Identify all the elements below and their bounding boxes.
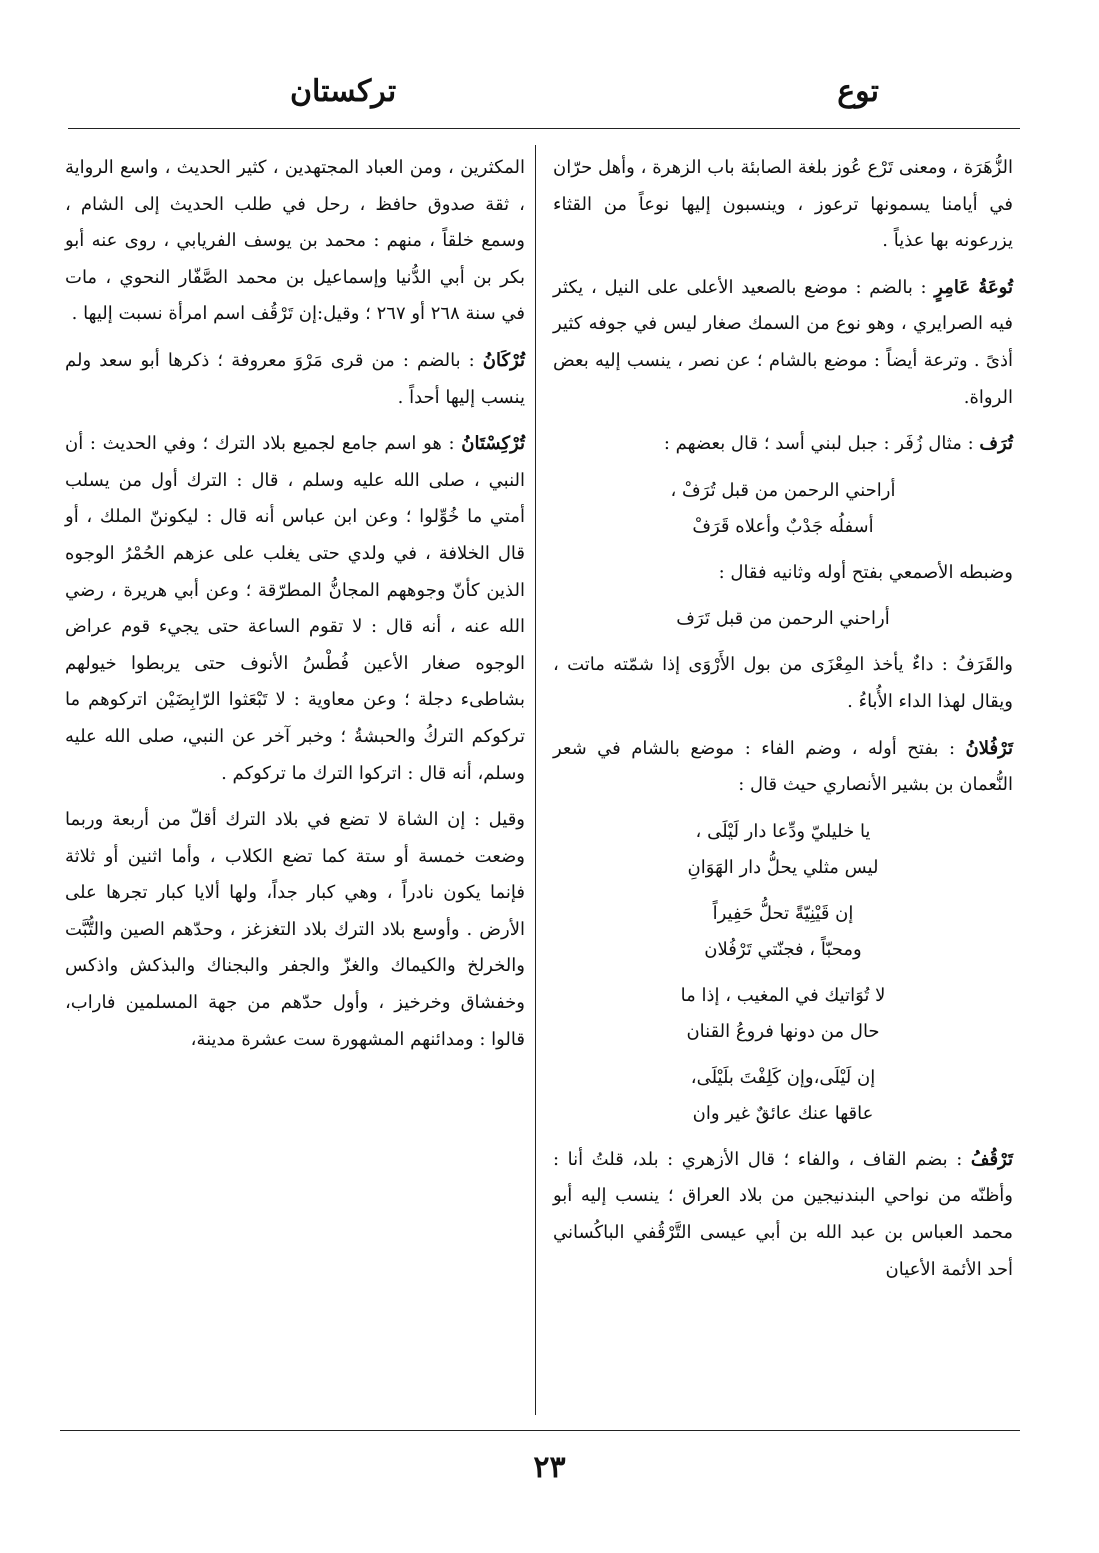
- entry-text: : مثال زُفَر : جبل لبني أسد ؛ قال بعضهم :: [663, 433, 980, 455]
- verse-line: يا خليليّ ودِّعا دار لَيْلَى ،: [695, 820, 871, 842]
- left-column: [65, 150, 525, 1068]
- entry-text: : بالضم : من قرى مَرْوَ معروفة ؛ ذكرها أبو سعد ولم ينسب إليها أحداً .: [65, 349, 525, 408]
- verse-line: عاقها عنك عائقٌ غير وان: [692, 1102, 874, 1124]
- page-number: ٢٣: [533, 1450, 566, 1485]
- entry-text: : هو اسم جامع لجميع بلاد الترك ؛ وفي الحديث : أن النبي ، صلى الله عليه وسلم ، قال : الترك أول من يسلب أمتي ما خُوِّلوا ؛ وعن ابن عباس أنه قال : ليكوننّ الملك ، أو قال الخلافة ، في ولدي حتى يغلب على عزهم الحُمْرُ الوجوه الذين كأنّ وجوههم المجانُّ المطرّقة ؛ وعن أبي هريرة ، رضي الله عنه ، أنه قال : لا تقوم الساعة حتى يجيء قوم عراض الوجوه صغار الأعين فُطْسُ الأنوف حتى يربطوا خيولهم بشاطىء دجلة ؛ وعن معاوية : لا تَبْعَثوا الرّابِضَيْن اتركوهم ما تركوكم التركُ والحبشةُ ؛ وخبر آخر عن النبي، صلى الله عليه وسلم، أنه قال : اتركوا الترك ما تركوكم .: [65, 433, 525, 784]
- verse-line: لا تُوَاتيك في المغيب ، إذا ما: [680, 984, 886, 1006]
- entry-text: : بفتح أوله ، وضم الفاء : موضع بالشام في شعر النُّعمان بن بشير الأنصاري حيث قال :: [553, 737, 1013, 796]
- dictionary-entry: [553, 731, 1013, 804]
- dictionary-entry: [65, 343, 525, 416]
- verse-block: [553, 601, 1013, 637]
- entry-text: المكثرين ، ومن العباد المجتهدين ، كثير الحديث ، واسع الرواية ، ثقة صدوق حافظ ، رحل في طلب الحديث إلى الشام ، وسمع خلقاً ، منهم : محمد بن يوسف الفريابي ، روى عنه أبو بكر بن أبي الدُّنيا وإسماعيل بن محمد الصَّفّار النحوي ، مات في سنة ٢٦٨ أو ٢٦٧ ؛ وقيل:إن تَرْقُف اسم امرأة نسبت إليها .: [65, 157, 525, 325]
- entry-text: : بضم القاف ، والفاء ؛ قال الأزهري : بلد، قلتُ أنا : وأظنّه من نواحي البندنيجين من بلاد العراق ؛ ينسب إليه أبو محمد العباس بن عبد الله بن أبي عيسى التَّرْقُفي الباكُساني أحد الأئمة الأعيان: [553, 1148, 1013, 1280]
- entry-headword: تُرْكَانُ: [482, 349, 525, 371]
- verse-line: ومحبّاً ، فجنّتي تَرْفُلان: [704, 938, 862, 960]
- verse-line: أراحني الرحمن من قبل تَرَف: [676, 608, 890, 630]
- entry-text: والقَرَفُ : داءٌ يأخذ المِعْزَى من بول الأَرْوَى إذا شمّته ماتت ، ويقال لهذا الداء الأُباءُ .: [553, 654, 1013, 712]
- verse-line: ليس مثلي يحلُّ دار الهَوَانِ: [687, 856, 879, 878]
- entry-text: وقيل : إن الشاة لا تضع في بلاد الترك أقلّ من أربعة وربما وضعت خمسة أو ستة كما تضع الكلاب ، وأما اثنين أو ثلاثة فإنما يكون نادراً ، وهي كبار جداً، ولها ألايا كبار تجرها على الأرض . وأوسع بلاد الترك بلاد التغزغز ، وحدّهم الصين والتُّبَّت والخرلخ والكيماك والغزّ والجفر والبجناك والبذكش واذكس وخفشاق وخرخيز ، وأول حدّهم من جهة المسلمين فاراب، قالوا : ومدائنهم المشهورة ست عشرة مدينة،: [65, 809, 525, 1050]
- entry-headword: تُرَف: [979, 433, 1013, 455]
- dictionary-entry: [553, 426, 1013, 463]
- running-header-right: توع: [837, 74, 879, 109]
- running-header-left: تركستان: [290, 74, 397, 109]
- footer-rule: [60, 1430, 1020, 1431]
- verse-block: [553, 978, 1013, 1050]
- dictionary-entry: [65, 426, 525, 792]
- verse-line: أراحني الرحمن من قبل تُرَفْ ،: [670, 479, 896, 501]
- entry-headword: تُوعَةُ عَامِرٍ: [934, 276, 1013, 298]
- entry-text: الزُّهَرَة ، ومعنى تَرْع عُوز بلغة الصابئة باب الزهرة ، وأهل حرّان في أيامنا يسمونها ترعوز ، وينسبون إليها نوعاً من القثاء يزرعونه بها عذياً .: [553, 157, 1013, 252]
- entry-headword: تُرْكِسْتَانُ: [461, 433, 525, 455]
- paragraph: [65, 802, 525, 1058]
- column-divider: [535, 145, 536, 1415]
- verse-line: حال من دونها فروعُ القنان: [686, 1020, 880, 1042]
- verse-block: [553, 473, 1013, 545]
- entry-text: : بالضم : موضع بالصعيد الأعلى على النيل ، يكثر فيه الصرايري ، وهو نوع من السمك صغار ليس في جوفه كثير أذىً . وترعة أيضاً : موضع بالشام ؛ عن نصر ، ينسب إليه بعض الرواة.: [553, 276, 1013, 408]
- paragraph: [553, 647, 1013, 720]
- entry-text: وضبطه الأصمعي بفتح أوله وثانيه فقال :: [718, 561, 1013, 583]
- verse-block: [553, 896, 1013, 968]
- entry-headword: تَرْقُفُ: [970, 1148, 1013, 1170]
- verse-block: [553, 814, 1013, 886]
- verse-line: إن لَيْلَى،وإن كَلِفْتَ بلَيْلَى،: [690, 1066, 876, 1088]
- entry-headword: تَرْفُلانُ: [965, 737, 1013, 759]
- header-rule: [68, 128, 1020, 129]
- paragraph: [553, 555, 1013, 592]
- verse-line: إن قَيْنِيّةً تحلُّ حَفِيراً: [712, 902, 854, 924]
- right-column: [553, 150, 1013, 1298]
- paragraph: [65, 150, 525, 333]
- verse-line: أسفلُه جَدْبٌ وأعلاه قَرَفْ: [692, 515, 874, 537]
- paragraph: [553, 150, 1013, 260]
- dictionary-entry: [553, 1142, 1013, 1288]
- dictionary-entry: [553, 270, 1013, 416]
- verse-block: [553, 1060, 1013, 1132]
